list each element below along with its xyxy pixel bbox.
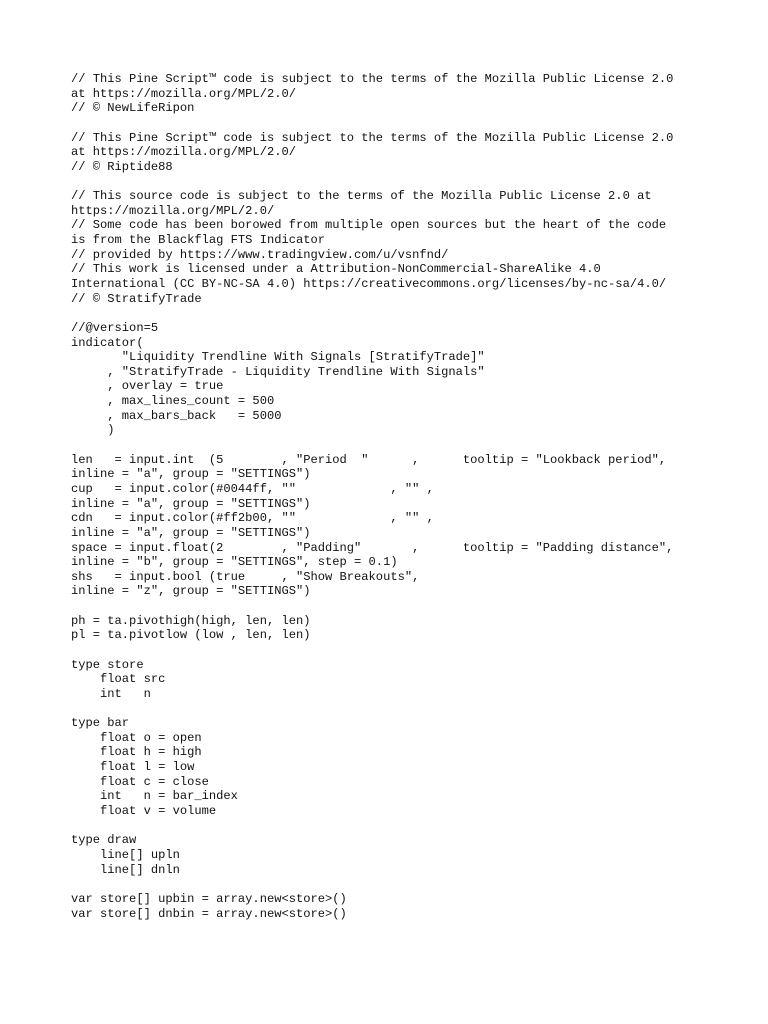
code-line: pl = ta.pivotlow (low , len, len) (71, 628, 311, 643)
code-line (71, 306, 711, 321)
code-line: //@version=5 (71, 320, 159, 335)
code-line: ) (71, 423, 115, 438)
code-line: var store[] dnbin = array.new<store>() (71, 906, 347, 921)
code-line: // provided by https://www.tradingview.com/u/vsnfnd/ (71, 247, 449, 262)
code-line: ph = ta.pivothigh(high, len, len) (71, 613, 311, 628)
code-line (71, 819, 711, 834)
code-line: inline = "a", group = "SETTINGS") (71, 496, 311, 511)
code-line: int n = bar_index (71, 789, 238, 804)
code-line: at https://mozilla.org/MPL/2.0/ (71, 145, 296, 160)
code-line: https://mozilla.org/MPL/2.0/ (71, 203, 275, 218)
code-line: // © NewLifeRipon (71, 101, 195, 116)
code-line: International (CC BY-NC-SA 4.0) https://creativecommons.org/licenses/by-nc-sa/4.0/ (71, 276, 667, 291)
code-block (71, 72, 711, 921)
code-line: float l = low (71, 760, 195, 775)
code-line: type store (71, 657, 144, 672)
code-line: int n (71, 686, 151, 701)
code-line: at https://mozilla.org/MPL/2.0/ (71, 86, 296, 101)
code-line: float v = volume (71, 804, 217, 819)
code-line: inline = "a", group = "SETTINGS") (71, 467, 311, 482)
code-line: float o = open (71, 730, 202, 745)
code-line: space = input.float(2 , "Padding" , tooltip = "Padding distance", (71, 540, 674, 555)
code-line: line[] upln (71, 847, 180, 862)
code-line (71, 116, 711, 131)
code-line: is from the Blackflag FTS Indicator (71, 233, 326, 248)
code-line (71, 702, 711, 717)
code-line: float c = close (71, 774, 209, 789)
code-line: type draw (71, 833, 137, 848)
code-line: // © StratifyTrade (71, 291, 202, 306)
code-line: inline = "b", group = "SETTINGS", step = 0.1) (71, 555, 398, 570)
code-line: line[] dnln (71, 862, 180, 877)
code-line: , max_bars_back = 5000 (71, 408, 282, 423)
code-line: // Some code has been borowed from multiple open sources but the heart of the code (71, 218, 667, 233)
code-line (71, 599, 711, 614)
code-line (71, 877, 711, 892)
code-line: , max_lines_count = 500 (71, 394, 275, 409)
code-line (71, 643, 711, 658)
code-line: // This Pine Script™ code is subject to the terms of the Mozilla Public License 2.0 (71, 72, 674, 86)
code-line: "Liquidity Trendline With Signals [StratifyTrade]" (71, 350, 485, 365)
code-line: type bar (71, 716, 130, 731)
code-line: var store[] upbin = array.new<store>() (71, 891, 347, 906)
code-line: shs = input.bool (true , "Show Breakouts", (71, 569, 420, 584)
code-line (71, 174, 711, 189)
code-line: float h = high (71, 745, 202, 760)
code-line: len = input.int (5 , "Period " , tooltip = "Lookback period", (71, 452, 667, 467)
code-line: // This source code is subject to the terms of the Mozilla Public License 2.0 at (71, 189, 652, 204)
code-line (71, 438, 711, 453)
code-line: indicator( (71, 335, 144, 350)
code-line: cup = input.color(#0044ff, "" , "" , (71, 481, 434, 496)
code-line: float src (71, 672, 166, 687)
code-line: // This work is licensed under a Attribution-NonCommercial-ShareAlike 4.0 (71, 262, 601, 277)
code-line: // © Riptide88 (71, 159, 173, 174)
code-line: cdn = input.color(#ff2b00, "" , "" , (71, 511, 434, 526)
code-line: inline = "a", group = "SETTINGS") (71, 525, 311, 540)
code-line: , "StratifyTrade - Liquidity Trendline With Signals" (71, 364, 485, 379)
code-line: , overlay = true (71, 379, 224, 394)
code-line: inline = "z", group = "SETTINGS") (71, 584, 311, 599)
code-line: // This Pine Script™ code is subject to the terms of the Mozilla Public License 2.0 (71, 130, 674, 145)
